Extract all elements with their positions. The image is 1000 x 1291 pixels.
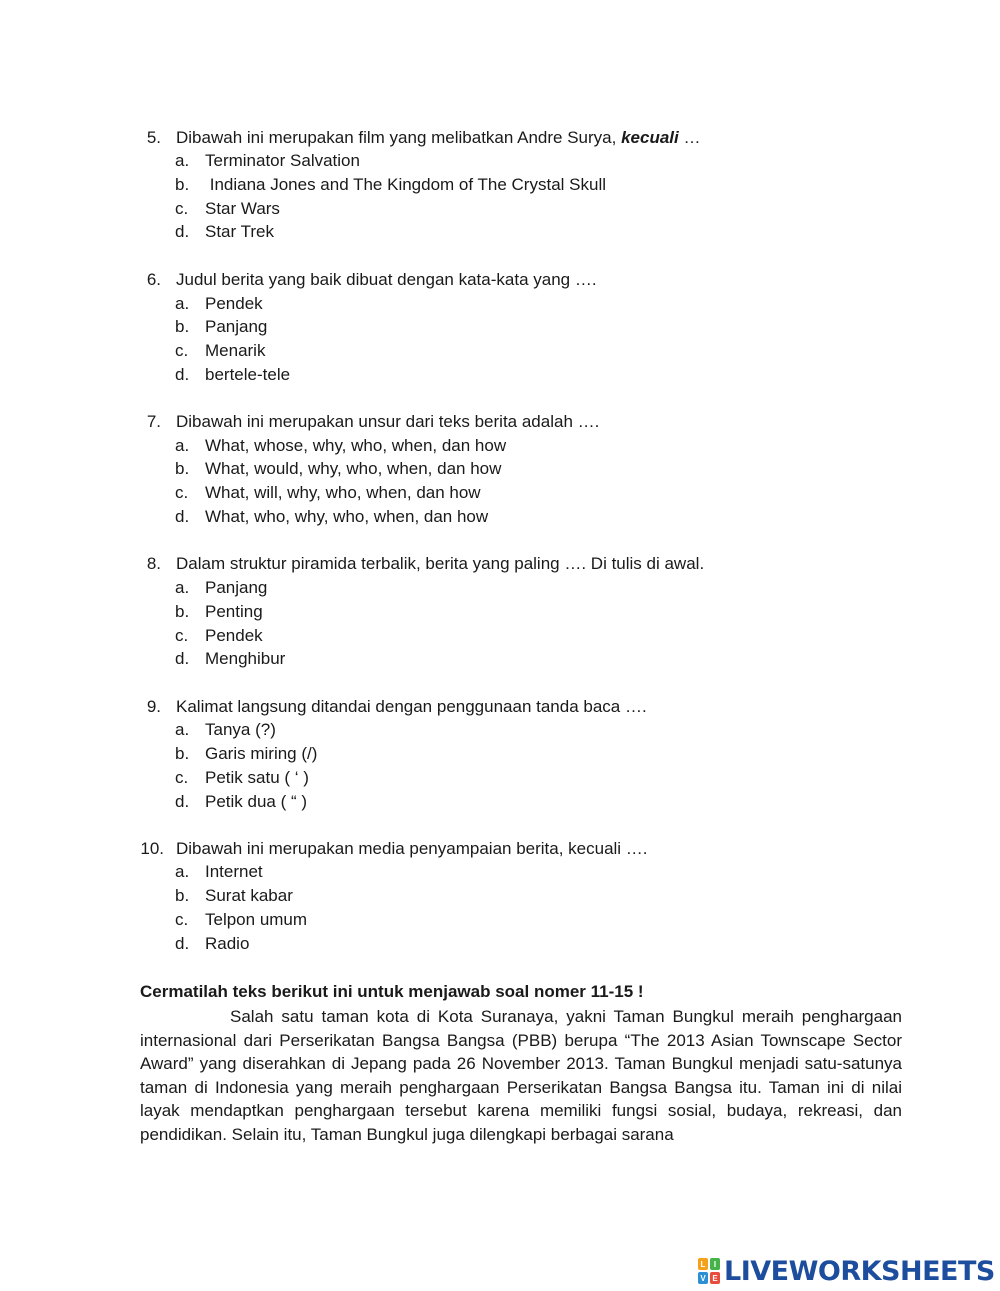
question-number: 7. (146, 412, 161, 431)
question-text: Dibawah ini merupakan film yang melibatkan Andre Surya, kecuali … (176, 128, 701, 147)
logo-text: LIVEWORKSHEETS (724, 1255, 995, 1287)
question-number: 9. (146, 697, 161, 716)
emphasis-text: kecuali (621, 128, 679, 147)
logo-blocks-icon: L I V E (698, 1258, 720, 1284)
question-number: 8. (146, 554, 161, 573)
question-number: 6. (146, 270, 161, 289)
section-heading: Cermatilah teks berikut ini untuk menjawab soal nomer 11-15 ! (140, 982, 644, 1001)
question-text: Dibawah ini merupakan unsur dari teks berita adalah …. (176, 412, 600, 431)
worksheet-page: 5. Dibawah ini merupakan film yang melibatkan Andre Surya, kecuali … a. Terminator Salvation b. Indiana Jones and The Kingdom of The Crystal Skull c. Star Wars d. Star Trek 6. Judul berita yang baik dibuat dengan kata-kata yang …. a. Pendek b. Panjang c. Menarik d. bertele-tele 7. Dibawah ini merupakan unsur dari teks berita adalah …. a. What, whose, why, who, when, dan how b. What, would, why, who, when, dan how c. What, will, why, who, when, dan how d. What, who, why, who, when, dan how 8. Dalam struktur piramida terbalik, berita yang paling …. Di tulis di awal. a. Panjang b. Penting c. Pendek d. Menghibur 9. Kalimat langsung ditandai dengan penggunaan tanda baca …. a. Tanya (?) b. Garis miring (/) c. Petik satu ( ‘ ) d. Petik dua ( “ ) 10. Dibawah ini merupakan media penyampaian berita, kecuali …. a. Internet b. Surat kabar c. Telpon umum d. Radio Cermatilah teks berikut ini untuk menjawab soal nomer 11-15 ! Salah satu taman kota di Kota Suranaya, yakni Taman Bungkul meraih penghargaan internasional dari Perserikatan Bangsa Bangsa (PBB) berupa “The 2013 Asian Townscape Sector Award” yang diserahkan di Jepang pada 26 November 2013. Taman Bungkul menjadi satu-satunya taman di Indonesia yang meraih penghargaan Perserikatan Bangsa Bangsa itu. Taman ini di nilai layak mendaptkan penghargaan tersebut karena memiliki fungsi sosial, budaya, rekreasi, dan pendidikan. Selain itu, Taman Bungkul juga dilengkapi berbagai sarana L I V E LIVEWORKSHEETS (0, 0, 1000, 1291)
question-text: Dibawah ini merupakan media penyampaian berita, kecuali …. (176, 839, 648, 858)
question-number: 5. (146, 128, 161, 147)
question-text: Dalam struktur piramida terbalik, berita yang paling …. Di tulis di awal. (176, 554, 705, 573)
question-text: Judul berita yang baik dibuat dengan kata-kata yang …. (176, 270, 597, 289)
question-text: Kalimat langsung ditandai dengan penggunaan tanda baca …. (176, 697, 647, 716)
liveworksheets-logo (698, 1255, 995, 1287)
reading-passage: Salah satu taman kota di Kota Suranaya, yakni Taman Bungkul meraih penghargaan internasional dari Perserikatan Bangsa Bangsa (PBB) berupa “The 2013 Asian Townscape Sector Award” yang diserahkan di Jepang pada 26 November 2013. Taman Bungkul menjadi satu-satunya taman di Indonesia yang meraih penghargaan Perserikatan Bangsa Bangsa itu. Taman ini di nilai layak mendaptkan penghargaan tersebut karena memiliki fungsi sosial, budaya, rekreasi, dan pendidikan. Selain itu, Taman Bungkul juga dilengkapi berbagai sarana (140, 1007, 902, 1144)
question-number: 10. (140, 839, 164, 858)
